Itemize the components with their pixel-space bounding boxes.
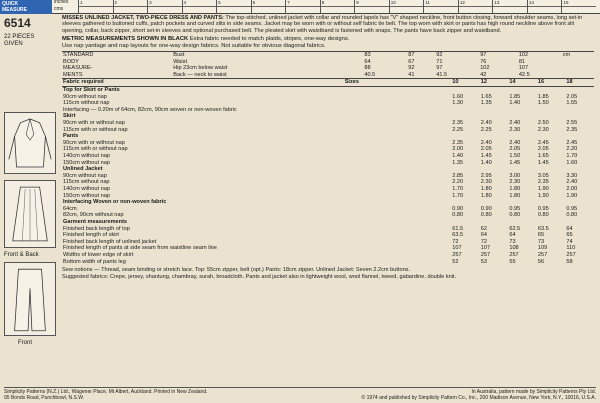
fabric-value: 257 [566,251,576,258]
fabric-value: 1.35 [452,159,464,166]
fabric-value: 0.95 [509,205,521,212]
ruler-unit-cms: cms [54,6,64,12]
fabric-value: 2.55 [566,120,578,127]
size-header: 14 [508,79,537,86]
fabric-value: 1.90 [537,185,549,192]
fabric-row [62,206,594,213]
pieces-given: 22 PIECES GIVEN [4,34,35,48]
fabric-row [62,232,594,239]
ruler-unit-inches: inches [54,0,69,5]
fabric-value: 1.80 [480,185,492,192]
front-label: Front [18,340,33,346]
measurement-row [62,65,594,72]
fabric-row-label: Finished length of skirt [63,232,119,239]
fabric-value: 1.65 [537,153,549,160]
fabric-row [62,193,594,200]
main-content [62,15,594,280]
fabric-row [62,212,594,219]
fabric-value: 257 [537,251,548,258]
fabric-value: 2.05 [509,146,521,153]
metric-heading: METRIC MEASUREMENTS SHOWN IN BLACK [62,36,189,43]
fabric-value: 1.45 [509,159,521,166]
fabric-value: 1.45 [480,153,492,160]
section-title: Garment measurements [63,218,128,225]
measurement-value: 102 [518,52,529,59]
measurement-group-label: MEASURE- [63,65,93,72]
fabric-value: 2.45 [537,139,549,146]
footer-line-1-left: Simplicity Patterns (N.Z.) Ltd., Wagener Place, Mt Albert, Auckland. Printed in New Zealand. [4,389,208,395]
fabric-value [480,107,509,114]
fabric-value: 52 [452,258,459,265]
skirt-sketch-icon [4,180,56,248]
notions-text: Sew notions — Thread, seam binding or stretch lace. Top: 55cm zipper, belt (opt.) Pants: 18cm zipper. Unlined Jacket: Seven 2.2cm buttons. [62,267,411,274]
fabric-value: 1.85 [537,93,549,100]
fabric-row [62,153,594,160]
fabric-value: 0.90 [452,205,464,212]
fabric-value: 2.40 [566,179,578,186]
fabric-value: 1.80 [509,192,521,199]
fabric-row [62,245,594,252]
fabric-value: 0.80 [566,212,578,219]
measurement-value: 64 [364,58,371,65]
fabric-row-label: 150cm without nap [63,159,110,166]
fabric-row-label: 82cm, 90cm without nap [63,212,124,219]
fabric-value: 56 [537,258,545,265]
fabric-value: 2.30 [537,126,549,133]
fabric-row-label: Finished length of pants at side seam from waistline seam line [63,245,217,252]
fabric-value: 3.05 [537,172,549,179]
fabric-row [62,140,594,147]
fabric-value: 2.40 [509,120,521,127]
fabric-value: 65 [537,232,545,239]
fabric-row-label: 115cm with or without nap [63,146,128,153]
ruler-tick: 9 [354,0,389,14]
measurement-value: 97 [436,65,443,72]
fabric-value: 1.70 [452,192,464,199]
fabric-value: 2.85 [452,172,464,179]
size-header: 10 [451,79,480,86]
fabric-row-label: 115cm without nap [63,100,110,107]
fabric-value: 64 [509,232,516,239]
fabric-row-label: Interfacing — 0.20m of 64cm, 82cm, 90cm woven or non-woven fabric [63,106,237,113]
fabric-value: 2.95 [480,172,492,179]
ruler-tick: 3 [147,0,182,14]
fabric-value: 107 [452,245,462,252]
measurement-value: 97 [480,52,487,59]
measurement-group-label: BODY [63,58,79,65]
fabric-row-label: 90cm without nap [63,172,107,179]
measurement-label: Back — neck to waist [173,71,227,78]
fabric-row [62,173,594,180]
ruler-tick: 7 [285,0,320,14]
fabric-value: 2.35 [452,120,464,127]
description-title: MISSES UNLINED JACKET, TWO-PIECE DRESS AND PANTS: [62,15,224,21]
fabric-row-label: 115cm with or without nap [63,126,128,133]
footer-line-2-right: © 1974 and published by Simplicity Pattern Co., Inc., 200 Madison Avenue, New York, N.Y., 10016, U.S.A. [361,395,596,401]
fabric-value: 1.80 [509,185,521,192]
fabric-value: 3.00 [509,172,521,179]
fabric-row-label: 150cm without nap [63,192,110,199]
section-row [62,199,594,206]
badge-line-2: MEASURE [2,7,28,13]
fabric-value: 0.80 [509,212,521,219]
fabric-value: 74 [566,238,573,245]
ruler-tick: 13 [492,0,527,14]
fabric-row [62,146,594,153]
fabric-row [62,226,594,233]
ruler-tick: 14 [527,0,562,14]
fabric-value: 2.05 [537,146,549,153]
fabric-value: 1.80 [480,192,492,199]
section-row [62,166,594,173]
fabric-value [508,107,537,114]
measurement-value: 92 [436,52,443,59]
ruler-tick: 12 [458,0,493,14]
fabric-row-label: Finished back length of unlined jacket [63,238,157,245]
fabric-value: 2.00 [452,146,464,153]
measurement-value: 71 [436,58,443,65]
ruler-tick: 15 [561,0,596,14]
fabric-row [62,107,594,114]
fabric-row [62,259,594,266]
ruler-tick: 11 [423,0,458,14]
fabric-value: 1.50 [509,153,521,160]
suggested-fabrics: Suggested fabrics: Crepe, jersey, shantung, chambray, surah, broadcloth. Pants and jacket also in lightweight wool, wool flannel, tweed, gabardine, double knit. [62,273,457,280]
fabric-value: 2.20 [452,179,464,186]
fabric-value [451,107,480,114]
fabric-value: 2.45 [566,139,578,146]
fabric-value: 1.60 [566,159,578,166]
fabric-value: 62.5 [509,225,521,232]
ruler-tick: 10 [389,0,424,14]
footer-line-1-right: In Australia, pattern made by Simplicity Patterns Pty Ltd. [471,389,596,395]
size-header: 18 [565,79,594,86]
fabric-row-label: Widths of lower edge of skirt [63,251,134,258]
fabric-row-label: 90cm without nap [63,93,107,100]
fabric-value: 2.40 [480,139,492,146]
fabric-value: 1.65 [480,93,492,100]
fabric-value: 2.05 [566,93,578,100]
measurement-label: Waist [173,58,187,65]
measurement-group-label: MENTS [63,71,83,78]
section-title: Unlined Jacket [63,166,103,173]
footer-line-2-left: 95 Bonds Road, Punchbowl, N.S.W. [4,395,85,401]
measurement-value: 102 [480,65,490,72]
fabric-row-label: Finished back length of top [63,225,130,232]
fabric-value: 2.20 [566,146,578,153]
section-title: Interfacing Woven or non-woven fabric [63,199,167,206]
fabric-row [62,179,594,186]
measurement-unit [562,59,594,66]
measurement-value: 42 [480,71,487,78]
fabric-value: 65 [566,232,573,239]
measurement-unit [562,72,594,79]
size-header: 16 [537,79,566,86]
fabric-value: 1.35 [480,100,492,107]
section-row [62,87,594,94]
fabric-value: 0.80 [480,212,492,219]
fabric-value: 257 [509,251,519,258]
fabric-value: 0.80 [537,212,549,219]
measurement-value: 40.5 [364,71,376,78]
ruler-tick: 2 [113,0,148,14]
fabric-row [62,120,594,127]
metric-note-2: Use nap yardage and nap layouts for one-way design fabrics. Not suitable for obvious diagonal fabrics. [62,43,326,50]
section-title: Pants [63,133,79,140]
fabric-value: 257 [480,251,491,258]
fabric-row-label: 64cm [63,205,77,212]
section-row [62,133,594,140]
garment-description [62,15,594,34]
measurement-value: 88 [364,65,371,72]
fabric-value: 2.25 [480,126,492,133]
badge-line-1: QUICK [2,1,19,7]
fabric-row [62,100,594,107]
fabric-value: 1.90 [566,192,578,199]
fabric-value: 72 [480,238,488,245]
fabric-value: 2.30 [509,126,521,133]
fabric-value: 1.55 [566,100,578,107]
sizes-label: Sizes [344,79,452,86]
fabric-value: 2.30 [480,179,492,186]
fabric-value: 1.40 [452,153,464,160]
fabric-row [62,94,594,101]
measurement-value: 107 [518,65,529,72]
fabric-value: 0.80 [452,212,464,219]
fabric-row-label: 90cm with or without nap [63,120,125,127]
fabric-value: 61.5 [452,225,464,232]
fabric-row [62,186,594,193]
pants-sketch-icon [4,262,56,336]
measurement-value: 81 [518,58,526,65]
fabric-value: 3.30 [566,172,578,179]
measurement-value: 83 [364,52,371,59]
fabric-value: 1.50 [537,100,549,107]
fabric-row-label: 115cm without nap [63,179,110,186]
fabric-value: 2.35 [452,139,464,146]
description-body: The top-stitched, unlined jacket with collar and rounded lapels has "V" shaped neckline, front button closing, forward shoulder seams, long set-in sleeves gathered to buttoned cuffs, patch pockets and curved slits in side seams. Jacket may be worn with or without self fabric tie belt. The top worn with skirt or pants has high round neckline above front slit opening, collar, back zipper, short set-in sleeves and optional purchased belt. The pleated skirt with waistband is fastened with snaps. The pants have back zipper and waistband. [62,15,583,34]
fabric-row-label: 140cm without nap [63,185,110,192]
quick-measure-ruler [0,0,600,14]
fabric-value: 2.30 [509,179,521,186]
fabric-value: 2.05 [480,146,492,153]
fabric-value: 0.95 [566,205,578,212]
fabric-value: 2.25 [452,126,464,133]
fabric-value: 108 [509,245,519,252]
measurement-row [62,52,594,59]
sizes-header-row [62,79,594,86]
measurement-group-label: STANDARD [63,52,94,59]
measurement-value: 42.5 [518,71,530,78]
fabric-value: 73 [509,238,516,245]
measurement-unit [562,65,594,72]
measurement-value: 41 [408,71,415,78]
measurement-label: Bust [173,52,185,59]
fabric-value: 109 [537,245,548,252]
fabric-value: 1.40 [509,100,521,107]
fabric-value: 1.90 [537,192,549,199]
fabric-value: 64 [566,225,573,232]
fabric-value: 2.40 [480,120,492,127]
fabric-row [62,239,594,246]
fabric-value: 0.95 [537,205,549,212]
fabric-row-label: 140cm without nap [63,153,110,160]
fabric-value: 1.70 [566,153,578,160]
fabric-value: 63.5 [452,232,464,239]
fabric-value: 110 [566,245,576,252]
measurement-row [62,59,594,66]
fabric-row [62,252,594,259]
fabric-value: 1.85 [509,93,521,100]
quick-measure-badge [0,0,52,14]
section-row [62,219,594,226]
section-row [62,113,594,120]
fabric-value: 1.45 [537,159,549,166]
fabric-value: 73 [537,238,545,245]
ruler-ticks [78,0,596,14]
fabric-value: 55 [509,258,516,265]
jacket-sketch-icon [4,112,56,174]
measurement-value: 41.5 [436,71,448,78]
size-header: 12 [480,79,509,86]
measurement-row [62,72,594,79]
fabric-row [62,160,594,167]
fabric-value: 63.5 [537,225,549,232]
fabric-value: 2.35 [566,126,578,133]
measurement-value: 76 [480,58,487,65]
fabric-requirements-table [62,79,594,265]
ruler-tick: 6 [251,0,286,14]
fabric-row-label: 90cm with or without nap [63,139,125,146]
fabric-value: 72 [452,238,459,245]
fabric-value: 58 [566,258,573,265]
measurement-value: 67 [408,58,415,65]
fabric-value: 1.60 [452,93,464,100]
ruler-tick: 4 [182,0,217,14]
fabric-value: 53 [480,258,488,265]
fabric-value: 0.90 [480,205,492,212]
section-title: Top for Skirt or Pants [63,87,120,94]
ruler-tick: 8 [320,0,355,14]
fabric-value: 2.00 [566,185,578,192]
fabric-value: 2.35 [537,179,549,186]
left-column [4,16,54,49]
fabric-value: 1.70 [452,185,464,192]
fabric-value [537,107,566,114]
footer-row-2 [4,395,596,401]
fabric-value: 1.40 [480,159,492,166]
pattern-number: 6514 [4,16,31,30]
fabric-row [62,127,594,134]
ruler-tick: 1 [78,0,113,14]
fabric-value: 64 [480,232,488,239]
front-back-label: Front & Back [4,252,39,258]
fabric-value [565,107,594,114]
fabric-row-label: Bottom width of pants leg [63,258,126,265]
body-measurements-table [62,51,594,79]
measurement-value: 92 [408,65,415,72]
measurement-unit: cm [562,52,571,59]
measurement-label: Hip 23cm below waist [173,65,228,72]
fabric-value: 107 [480,245,491,252]
fabric-value: 2.40 [509,139,521,146]
fabric-required-label: Fabric required [62,79,344,86]
ruler-scale [52,0,600,14]
fabric-value: 1.30 [452,100,464,107]
fabric-value: 62 [480,225,488,232]
ruler-tick: 5 [216,0,251,14]
metric-note-1: Extra fabric needed to match plaids, stripes, one-way designs. [189,36,350,43]
section-title: Skirt [63,113,76,120]
measurement-value: 87 [408,52,415,59]
fabric-value: 257 [452,251,462,258]
fabric-value: 2.50 [537,120,549,127]
metric-note [62,36,594,50]
publisher-footer [4,387,596,401]
